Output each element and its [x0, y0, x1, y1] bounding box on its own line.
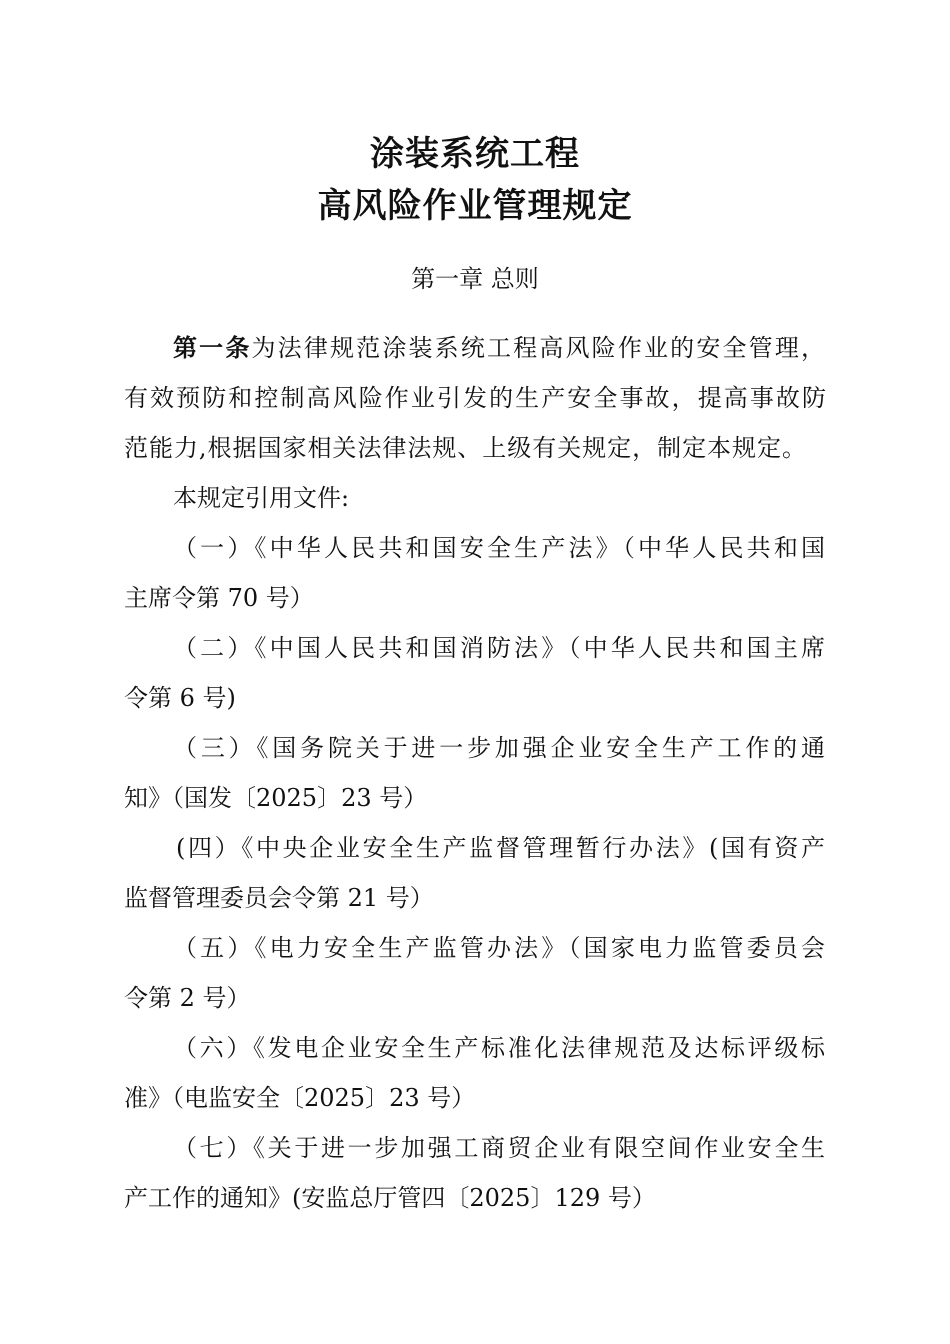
references-intro: 本规定引用文件: [173, 484, 350, 512]
article-1-text: 为法律规范涂装系统工程高风险作业的安全管理， [251, 334, 825, 362]
article-1-line-2: 有效预防和控制高风险作业引发的生产安全事故，提高事故防 [124, 384, 826, 412]
reference-item-4-line-1: (四）《中央企业安全生产监督管理暂行办法》(国有资产 [176, 834, 825, 862]
reference-item-5-line-1: （五）《电力安全生产监管办法》（国家电力监管委员会 [173, 934, 825, 962]
reference-item-6-line-1: （六）《发电企业安全生产标准化法律规范及达标评级标 [173, 1034, 825, 1062]
document-title-line-1: 涂装系统工程 [370, 134, 580, 174]
document-title-line-2: 高风险作业管理规定 [317, 186, 633, 226]
reference-item-5-line-2: 令第 2 号） [124, 984, 251, 1012]
article-1-line-3: 范能力,根据国家相关法律法规、上级有关规定，制定本规定。 [124, 434, 806, 462]
reference-item-2-line-1: （二）《中国人民共和国消防法》（中华人民共和国主席 [173, 634, 825, 662]
reference-item-2-line-2: 令第 6 号) [124, 684, 236, 712]
chapter-heading: 第一章 总则 [411, 265, 539, 293]
article-1-line-1 [173, 328, 825, 368]
reference-item-1-line-1: （一）《中华人民共和国安全生产法》（中华人民共和国 [173, 534, 825, 562]
reference-item-3-line-2: 知》（国发〔2025〕23 号） [124, 784, 428, 812]
reference-item-6-line-2: 准》（电监安全〔2025〕23 号） [124, 1084, 476, 1112]
reference-item-3-line-1: （三）《国务院关于进一步加强企业安全生产工作的通 [173, 734, 825, 762]
reference-item-7-line-2: 产工作的通知》(安监总厅管四〔2025〕129 号） [124, 1184, 656, 1212]
reference-item-7-line-1: （七）《关于进一步加强工商贸企业有限空间作业安全生 [173, 1134, 825, 1162]
reference-item-1-line-2: 主席令第 70 号） [124, 584, 314, 612]
article-1-label: 第一条 [173, 334, 252, 362]
reference-item-4-line-2: 监督管理委员会令第 21 号） [124, 884, 434, 912]
